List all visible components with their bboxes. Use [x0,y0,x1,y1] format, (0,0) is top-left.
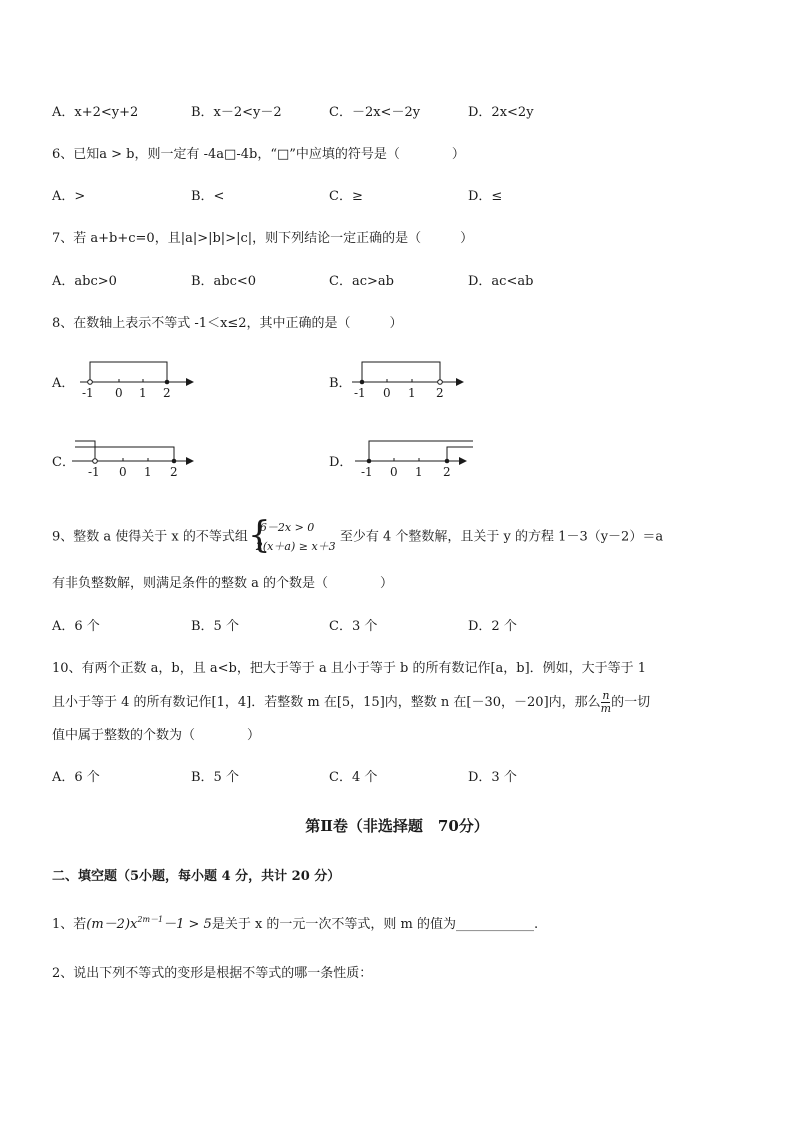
q8-number-line-a [80,352,195,400]
q10-fraction: $\frac{n}{m}$ [600,689,612,715]
svg-text:0: 0 [390,465,398,479]
q9-option-a: A．6 个 [52,619,100,634]
part2-title: 第Ⅱ卷（非选择题 70分） [305,817,489,835]
q9-option-c: C．3 个 [329,619,378,634]
svg-text:-1: -1 [88,465,100,479]
q8-option-b-label: B． [329,376,352,391]
svg-text:2: 2 [443,465,451,479]
svg-text:1: 1 [408,386,416,400]
q5-option-b: B．x－2<y－2 [191,105,282,120]
section2-title: 二、填空题（5小题，每小题 4 分，共计 20 分） [52,869,341,884]
q8-number-line-c [72,434,196,482]
tick-0: 0 [115,386,123,400]
q7-option-d: D．ac<ab [468,274,534,289]
q6-stem: 6、已知a > b，则一定有 -4a□-4b，“□”中应填的符号是（ ） [52,147,465,162]
q5-option-c: C．－2x<－2y [329,105,421,120]
fill1: 1、若$(m-2)x^{2m-1}-1 > 5$是关于 x 的一元一次不等式，则 m 的值为____________. [52,915,539,932]
q8-number-line-d [355,434,477,482]
q9-eq1: 6－2x > 0 [259,521,315,534]
svg-text:1: 1 [144,465,152,479]
q7-option-c: C．ac>ab [329,274,394,289]
q8-option-c-label: C． [52,455,75,470]
svg-text:-1: -1 [354,386,366,400]
q9-option-d: D．2 个 [468,619,517,634]
q10-option-b: B．5 个 [191,770,239,785]
q9-inequality-system: { 6－2x > 0 2(x＋a) ≥ x＋3 [247,515,336,556]
svg-text:0: 0 [383,386,391,400]
q9-option-b: B．5 个 [191,619,239,634]
tick-1: 1 [139,386,147,400]
fill2: 2、说出下列不等式的变形是根据不等式的哪一条性质： [52,966,373,981]
q6-option-b: B．< [191,189,225,204]
q10-option-c: C．4 个 [329,770,378,785]
q9-stem [52,515,664,556]
tick-2: 2 [163,386,171,400]
q9-eq2: 2(x＋a) ≥ x＋3 [255,540,336,553]
q6-option-a: A．> [52,189,86,204]
q8-stem: 8、在数轴上表示不等式 -1＜x≤2，其中正确的是（ ） [52,316,403,331]
svg-text:-1: -1 [361,465,373,479]
q8-number-line-b [352,352,467,400]
q10-line3: 值中属于整数的个数为（ ） [52,728,261,743]
svg-text:0: 0 [119,465,127,479]
q7-option-a: A．abc>0 [52,274,117,289]
q9-stem-start: 9、整数 a 使得关于 x 的不等式组 [52,529,248,545]
tick-neg1: -1 [82,386,94,400]
q5-option-d: D．2x<2y [468,105,534,120]
svg-text:2: 2 [170,465,178,479]
svg-text:1: 1 [415,465,423,479]
q7-stem: 7、若 a+b+c=0，且|a|>|b|>|c|，则下列结论一定正确的是（ ） [52,231,474,246]
q10-option-a: A．6 个 [52,770,100,785]
q6-option-d: D．≤ [468,189,503,204]
q10-option-d: D．3 个 [468,770,517,785]
q8-option-a-label: A． [52,376,75,391]
q10-line1: 10、有两个正数 a，b，且 a<b，把大于等于 a 且小于等于 b 的所有数记作[a，b]．例如，大于等于 1 [52,661,647,676]
q9-line2: 有非负整数解，则满足条件的整数 a 的个数是（ ） [52,576,394,591]
q6-option-c: C．≥ [329,189,363,204]
q9-stem-end: 至少有 4 个整数解，且关于 y 的方程 1－3（y－2）＝a [339,529,664,545]
q8-option-d-label: D． [329,455,353,470]
q7-option-b: B．abc<0 [191,274,257,289]
q5-option-a: A．x+2<y+2 [52,105,139,120]
svg-text:2: 2 [436,386,444,400]
q10-line2: 且小于等于 4 的所有数记作[1，4]．若整数 m 在[5，15]内，整数 n 在[－30，－20]内，那么 $\frac{n}{m}$ 的一切 [52,689,651,715]
